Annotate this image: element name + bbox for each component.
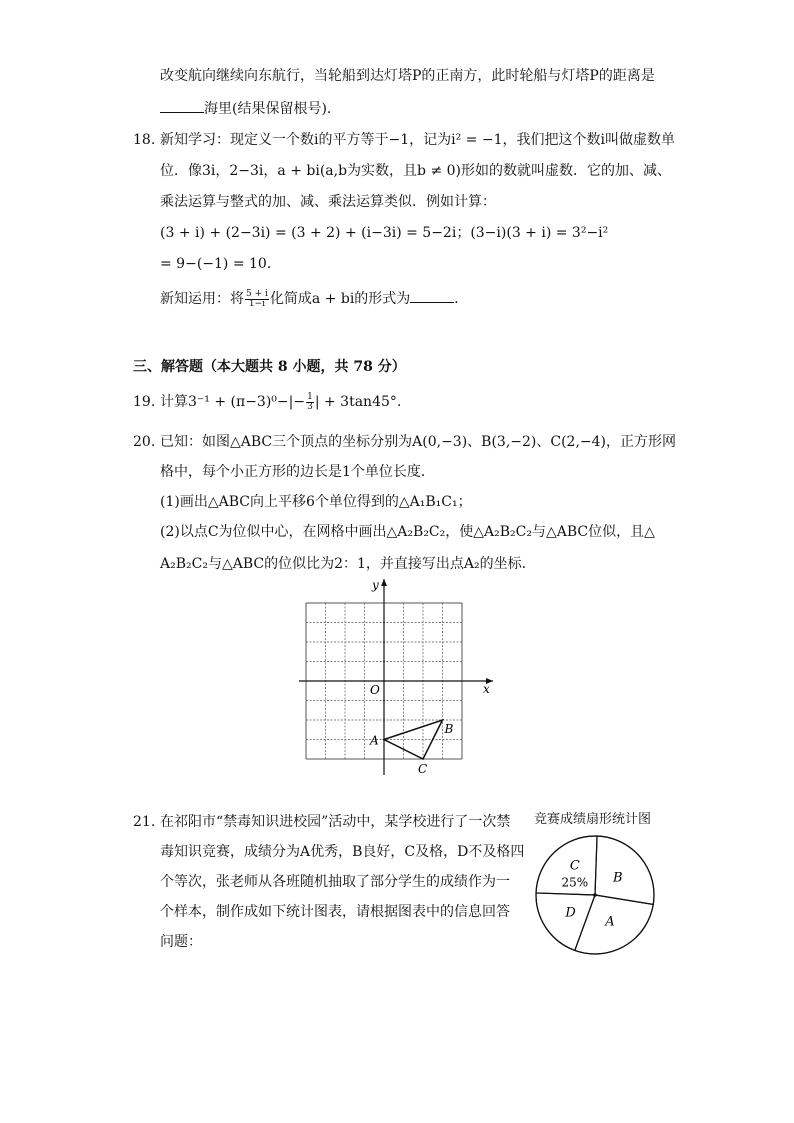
pie-value-c: 25% bbox=[561, 875, 589, 890]
pie-chart-title: 竞赛成绩扇形统计图 bbox=[534, 812, 652, 827]
q19-fraction: $\frac{1}{3}$ bbox=[307, 391, 313, 412]
pie-label-a: A bbox=[605, 914, 615, 930]
q20-line4: (2)以点C为位似中心，在网格中画出△A₂B₂C₂，使△A₂B₂C₂与△ABC位似，且△ bbox=[160, 524, 655, 540]
q18-line1: 新知学习：现定义一个数i的平方等于−1，记为i² = −1，我们把这个数i叫做虚数单 bbox=[160, 132, 675, 148]
q21-line2: 毒知识竞赛，成绩分为A优秀，B良好，C及格，D不及格四 bbox=[160, 844, 525, 860]
q21-line1: 在祁阳市“禁毒知识进校园”活动中，某学校进行了一次禁 bbox=[160, 814, 511, 830]
q18-line5: = 9−(−1) = 10． bbox=[160, 256, 281, 272]
q20-line5: A₂B₂C₂与△ABC的位似比为2：1，并直接写出点A₂的坐标． bbox=[160, 556, 536, 572]
q18-line3: 乘法运算与整式的加、减、乘法运算类似．例如计算： bbox=[160, 194, 496, 210]
q17-line1: 改变航向继续向东航行，当轮船到达灯塔P的正南方，此时轮船与灯塔P的距离是 bbox=[160, 68, 655, 84]
pie-label-c: C bbox=[569, 858, 580, 874]
pie-slice-b bbox=[595, 836, 654, 904]
point-a-label: A bbox=[370, 733, 379, 748]
pie-label-b: B bbox=[613, 870, 623, 886]
y-axis-arrow bbox=[381, 579, 387, 586]
y-axis-label: y bbox=[372, 578, 379, 592]
q20-line1: 已知：如图△ABC三个顶点的坐标分别为A(0,−3)、B(3,−2)、C(2,−4)，正方形网 bbox=[160, 434, 677, 450]
q17-line2: 海里(结果保留根号)． bbox=[160, 98, 341, 119]
origin-label: O bbox=[370, 683, 380, 697]
q20-line2: 格中，每个小正方形的边长是1个单位长度． bbox=[160, 464, 435, 480]
pie-label-d: D bbox=[565, 905, 576, 921]
point-c-label: C bbox=[418, 762, 428, 776]
q21-line5: 问题： bbox=[160, 934, 202, 950]
q19-number: 19. bbox=[133, 394, 156, 410]
q18-number: 18. bbox=[133, 132, 156, 148]
q18-line4: (3 + i) + (2−3i) = (3 + 2) + (i−3i) = 5−2i；(3−i)(3 + i) = 3²−i² bbox=[160, 225, 609, 241]
section-heading: 三、解答题（本大题共 8 小题，共 78 分） bbox=[133, 359, 406, 375]
q20-line3: (1)画出△ABC向上平移6个单位得到的△A₁B₁C₁； bbox=[160, 494, 472, 510]
q21-number: 21. bbox=[133, 814, 156, 830]
q18-line6: 新知运用：将 $\frac{5 + i}{1-i}$ 化简成a + bi的形式为 ． bbox=[160, 288, 469, 309]
pie-center-dot bbox=[593, 893, 597, 897]
x-axis-label: x bbox=[483, 682, 490, 696]
q21-line3: 个等次，张老师从各班随机抽取了部分学生的成绩作为一 bbox=[160, 874, 510, 890]
point-b-label: B bbox=[444, 722, 454, 736]
q19-line: 计算3⁻¹ + (π−3)⁰−|− $\frac{1}{3}$ | + 3tan45°. bbox=[160, 391, 402, 412]
pie-chart bbox=[530, 830, 660, 960]
q18-fraction: $\frac{5 + i}{1-i}$ bbox=[246, 288, 268, 309]
q18-line2: 位．像3i，2−3i，a + bi(a,b为实数，且b ≠ 0)形如的数就叫虚数．它的加、减、 bbox=[160, 163, 672, 179]
pie-slice-d bbox=[536, 893, 595, 951]
coordinate-grid-figure bbox=[295, 575, 500, 780]
q21-line4: 个样本，制作成如下统计图表，请根据图表中的信息回答 bbox=[160, 904, 510, 920]
answer-blank bbox=[410, 288, 454, 303]
q20-number: 20. bbox=[133, 434, 156, 450]
answer-blank bbox=[160, 98, 204, 113]
